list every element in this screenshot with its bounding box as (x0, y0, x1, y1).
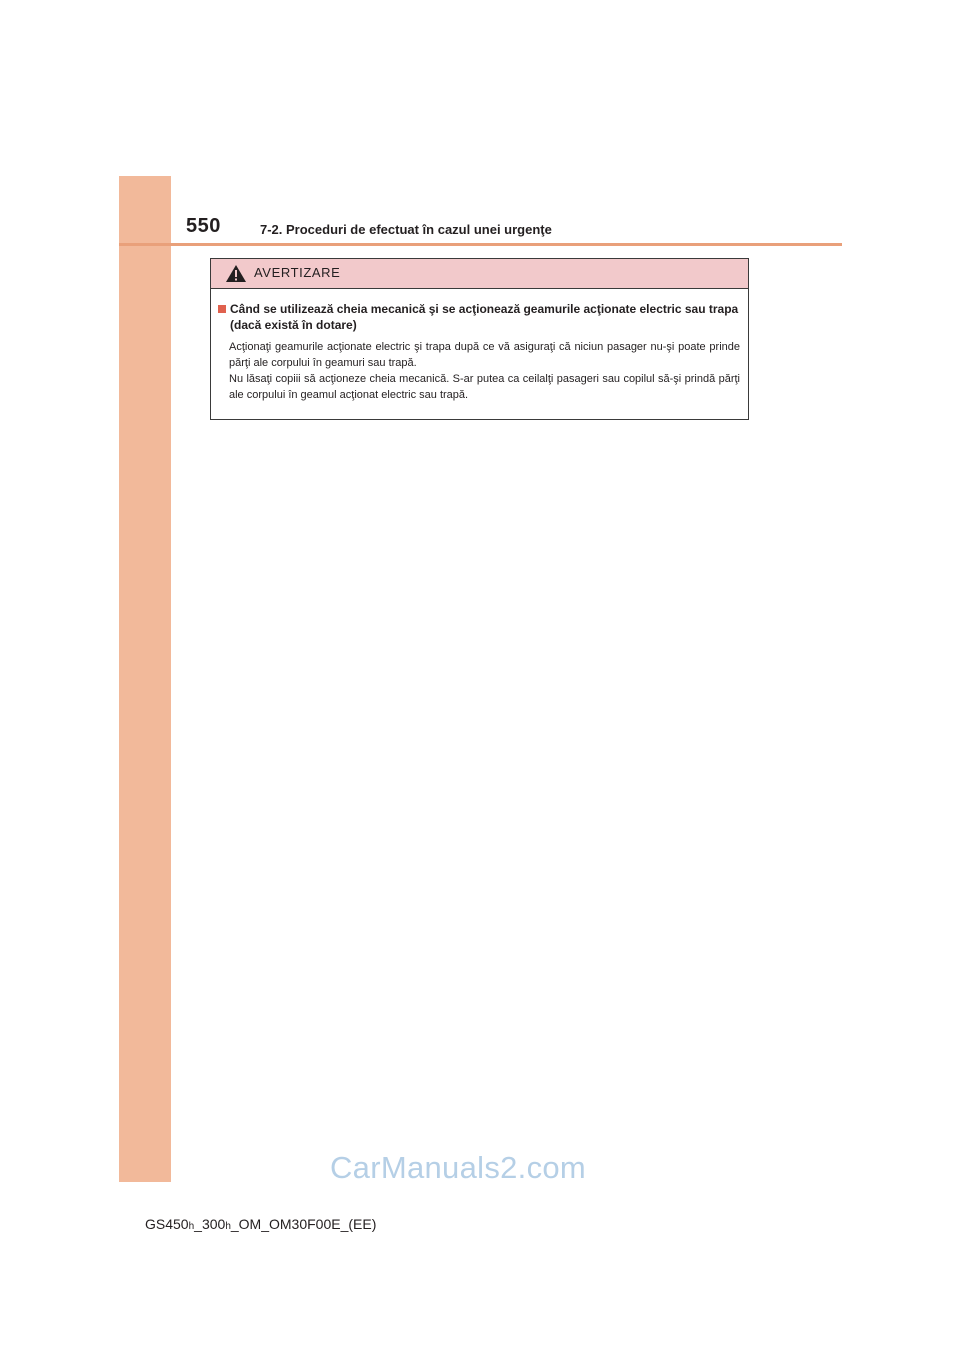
square-bullet-icon (218, 305, 226, 313)
manual-code-sub: h (188, 1221, 195, 1232)
chapter-sidebar-tab (119, 176, 171, 1182)
watermark-logo: CarManuals2.com (330, 1150, 587, 1185)
warning-paragraph: Nu lăsaţi copiii să acţioneze cheia mecanică. S-ar putea ca ceilalţi pasageri sau copilul să-şi prindă părţi ale corpului în geamul acţionat electric sau trapă. (229, 373, 740, 401)
warning-paragraph: Acţionaţi geamurile acţionate electric şi trapa după ce vă asiguraţi că niciun pasager nu-şi poate prinde părţi ale corpului în geamuri sau trapă. (229, 341, 740, 369)
manual-code-part: GS450 (145, 1216, 189, 1232)
warning-box (210, 258, 749, 420)
page-number: 550 (186, 215, 221, 237)
manual-code-sub: h (225, 1221, 231, 1232)
header-divider (119, 243, 842, 246)
manual-code (145, 1216, 376, 1232)
warning-heading (218, 301, 742, 333)
warning-triangle-icon (225, 264, 247, 283)
warning-text (229, 339, 740, 403)
section-title: 7-2. Proceduri de efectuat în cazul unei urgenţe (260, 222, 552, 237)
manual-code-part: _OM_OM30F00E_(EE) (230, 1216, 377, 1232)
warning-header (211, 259, 748, 289)
warning-heading-text: Când se utilizează cheia mecanică şi se acţionează geamurile acţionate electric sau trapa (dacă există în dotare) (230, 302, 739, 332)
warning-label: AVERTIZARE (254, 265, 341, 280)
warning-body (211, 289, 748, 403)
manual-code-part: _300 (194, 1216, 226, 1232)
